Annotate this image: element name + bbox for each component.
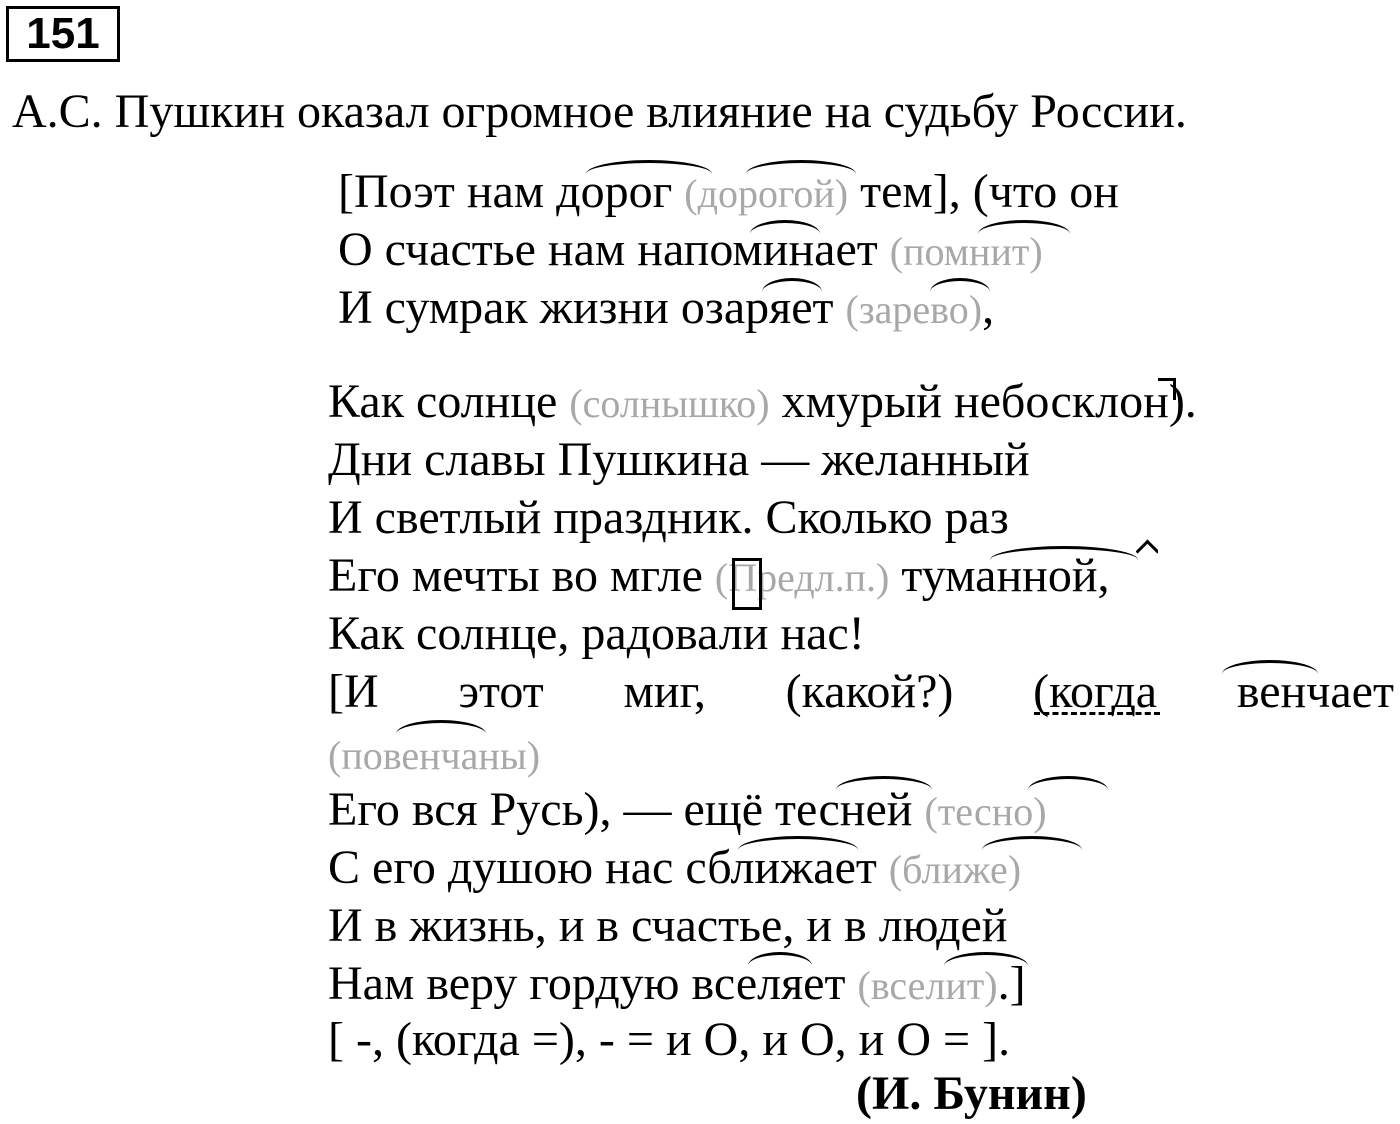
root-arc-mark (836, 776, 932, 790)
poem-word: этот (458, 665, 544, 718)
poem-line-3 (338, 280, 994, 338)
root-arc-mark (1028, 776, 1108, 790)
poem-line-8: Как солнце, радовали нас! (328, 607, 865, 660)
poem-line-14 (328, 956, 1026, 1014)
poem-word: венчает (1236, 665, 1394, 718)
poem-text: И сумрак жизни озаряет (338, 281, 834, 334)
poem-line-11 (328, 782, 1047, 840)
hint-word: (ближе) (888, 847, 1022, 892)
poem-text: .] (997, 957, 1026, 1010)
poem-word: (когда (1033, 665, 1158, 718)
poem-text: Его вся Русь), — ещё тесней (328, 783, 913, 836)
poem-line-13: И в жизнь, и в счастье, и в людей (328, 899, 1008, 952)
hint-word: (солнышко) (569, 381, 770, 426)
poem-line-6: И светлый праздник. Сколько раз (328, 491, 1009, 544)
poem-text: С его душою нас сближает (328, 841, 877, 894)
poem-line-1 (338, 164, 1119, 222)
poem-text: Как солнце (328, 375, 558, 428)
hint-word: (дорогой) (684, 171, 849, 216)
poem-word: [И (328, 665, 379, 718)
hint-word: (вселит) (857, 963, 998, 1008)
poem-text: [Поэт нам дорог (338, 165, 673, 218)
poem-line-5: Дни славы Пушкина — желанный (328, 433, 1030, 486)
root-arc-mark (586, 160, 712, 174)
poem-text: Нам веру гордую вселяет (328, 957, 846, 1010)
hint-word: (помнит) (889, 229, 1043, 274)
poem-word: миг, (623, 665, 706, 718)
hint-word: (тесно) (924, 789, 1047, 834)
hint-word: (Предл.п.) (714, 555, 890, 600)
root-arc-mark (748, 952, 812, 966)
root-arc-mark (396, 720, 486, 734)
root-arc-mark (1222, 660, 1318, 674)
poem-line-2 (338, 222, 1043, 280)
poem-word: (какой?) (785, 665, 954, 718)
root-arc-mark (944, 952, 1028, 966)
intro-sentence: А.С. Пушкин оказал огромное влияние на судьбу России. (12, 85, 1187, 138)
poem-text: хмурый небосклон). (781, 375, 1197, 428)
exercise-number: 151 (6, 6, 120, 62)
poem-text: Его мечты во мгле (328, 549, 703, 602)
hint-word: (повенчаны) (328, 733, 541, 778)
author-attribution: (И. Бунин) (856, 1067, 1087, 1120)
root-arc-mark (746, 160, 856, 174)
poem-text: туманной, (901, 549, 1110, 602)
poem-text: О счастье нам напоминает (338, 223, 878, 276)
hint-word: (зарево) (845, 287, 983, 332)
ending-box-mark (732, 558, 762, 610)
suffix-mark (1158, 378, 1176, 400)
sentence-scheme: [ -, (когда =), - = и О, и О, и О = ]. (328, 1013, 1011, 1066)
poem-text: тем], (что он (860, 165, 1119, 218)
poem-text: , (982, 281, 995, 334)
poem-line-10 (328, 726, 540, 784)
poem-line-12 (328, 840, 1021, 898)
adverbial-underline (1034, 712, 1160, 715)
poem-line-4 (328, 374, 1197, 432)
suffix-mark (1136, 538, 1158, 554)
